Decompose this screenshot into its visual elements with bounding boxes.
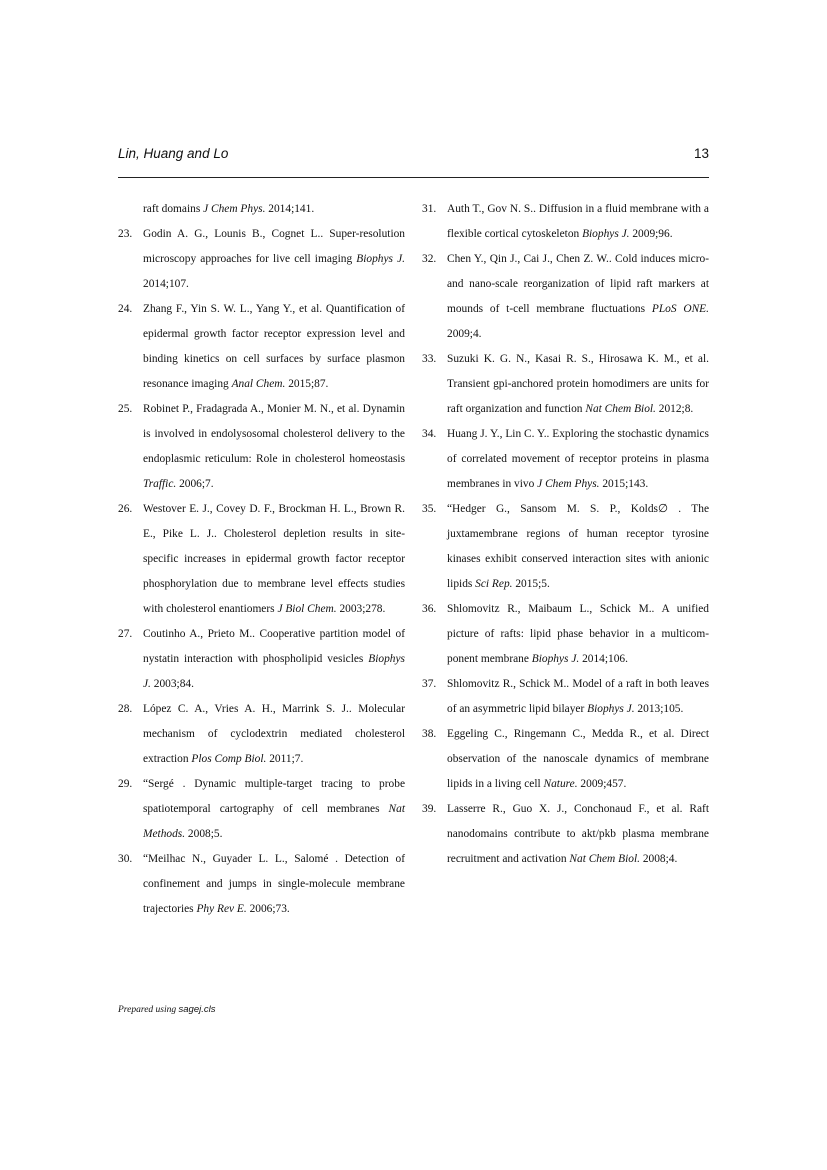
reference-text xyxy=(143,222,405,297)
header-rule xyxy=(118,177,709,178)
reference-item xyxy=(118,497,405,622)
reference-journal: PLoS ONE. xyxy=(651,303,709,315)
reference-journal: Plos Comp Biol. xyxy=(191,753,267,765)
reference-segment: 2009;4. xyxy=(447,328,482,340)
reference-segment: 2003;278. xyxy=(336,603,386,615)
reference-text xyxy=(447,422,709,497)
reference-segment: 2015;5. xyxy=(512,578,550,590)
reference-segment: 2003;84. xyxy=(150,678,194,690)
reference-item xyxy=(118,697,405,772)
reference-text xyxy=(447,197,709,247)
reference-text xyxy=(447,722,709,797)
reference-segment: 2013;105. xyxy=(634,703,684,715)
reference-item xyxy=(118,772,405,847)
reference-segment: Auth T., Gov N. S.. Diffusion in a fluid membrane with a flexible cortical cytoskeleton xyxy=(447,203,709,240)
reference-item xyxy=(118,847,405,922)
reference-item xyxy=(118,222,405,297)
reference-segment: Chen Y., Qin J., Cai J., Chen Z. W.. Cold induces micro- and nano-scale reorganization of lipid raft markers at mounds of t-cell membrane fluctuations xyxy=(447,253,709,315)
footer-note xyxy=(118,1004,215,1015)
reference-number: 31. xyxy=(422,203,437,215)
reference-segment: Shlomovitz R., Schick M.. Model of a raft in both leaves of an asymmetric lipid bilayer xyxy=(447,678,709,715)
reference-segment: “Hedger G., Sansom M. S. P., Kolds∅ . The juxtamembrane regions of human receptor tyrosine kinases exhibit conserved interaction sites with anionic lipids xyxy=(447,503,709,590)
reference-segment: “Meilhac N., Guyader L. L., Salomé . Detection of confinement and jumps in single-molecule membrane trajectories xyxy=(143,853,405,915)
reference-journal: J Chem Phys. xyxy=(203,203,266,215)
reference-number: 29. xyxy=(118,778,133,790)
reference-segment: 2006;73. xyxy=(246,903,290,915)
reference-segment: Huang J. Y., Lin C. Y.. Exploring the stochastic dynamics of correlated movement of receptor proteins in plasma membranes in vivo xyxy=(447,428,709,490)
reference-segment: 2009;96. xyxy=(629,228,673,240)
reference-item xyxy=(422,797,709,872)
reference-number: 34. xyxy=(422,428,437,440)
reference-item xyxy=(422,422,709,497)
reference-journal: Anal Chem. xyxy=(231,378,286,390)
reference-segment: Lasserre R., Guo X. J., Conchonaud F., et al. Raft nanodomains contribute to akt/pkb plasma membrane recruitment and activation xyxy=(447,803,709,865)
reference-segment: 2014;141. xyxy=(265,203,315,215)
reference-item xyxy=(118,197,405,222)
reference-item xyxy=(422,247,709,347)
reference-text xyxy=(143,772,405,847)
reference-item xyxy=(422,722,709,797)
reference-text xyxy=(143,847,405,922)
reference-text xyxy=(447,797,709,872)
reference-item xyxy=(422,672,709,722)
reference-item xyxy=(422,197,709,247)
reference-item xyxy=(118,297,405,397)
reference-number: 38. xyxy=(422,728,437,740)
reference-item xyxy=(118,397,405,497)
reference-segment: 2008;5. xyxy=(185,828,223,840)
reference-number: 35. xyxy=(422,503,437,515)
reference-number: 33. xyxy=(422,353,437,365)
reference-text xyxy=(143,197,405,222)
reference-journal: Biophys J. xyxy=(531,653,580,665)
reference-text xyxy=(143,297,405,397)
reference-number: 32. xyxy=(422,253,437,265)
running-header xyxy=(118,146,709,166)
reference-journal: Nat Chem Biol. xyxy=(585,403,656,415)
reference-segment: raft domains xyxy=(143,203,204,215)
reference-segment: 2012;8. xyxy=(655,403,694,415)
reference-item xyxy=(422,347,709,422)
reference-segment: Westover E. J., Covey D. F., Brockman H. L., Brown R. E., Pike L. J.. Cholesterol depletion results in site-specific increases in epidermal growth factor receptor phosphorylation due to membrane level effects studies with cholesterol enantiomers xyxy=(143,503,405,615)
reference-number: 30. xyxy=(118,853,133,865)
reference-item xyxy=(422,597,709,672)
reference-segment: Robinet P., Fradagrada A., Monier M. N., et al. Dynamin is involved in endolysosomal cholesterol delivery to the endoplasmic reticulum: Role in cholesterol homeostasis xyxy=(143,403,405,465)
reference-number: 28. xyxy=(118,703,133,715)
reference-text xyxy=(447,672,709,722)
reference-journal: Traffic. xyxy=(143,478,177,490)
reference-number: 39. xyxy=(422,803,437,815)
reference-segment: Godin A. G., Lounis B., Cognet L.. Super-resolution microscopy approaches for live cell imaging xyxy=(143,228,405,265)
reference-journal: Biophys J. xyxy=(356,253,406,265)
reference-number: 24. xyxy=(118,303,133,315)
footer-prefix: Prepared using xyxy=(118,1005,179,1015)
reference-segment: Suzuki K. G. N., Kasai R. S., Hirosawa K. M., et al. Transient gpi-anchored protein homodimers are units for raft organization and function xyxy=(447,353,709,415)
reference-journal: Biophys J. xyxy=(582,228,630,240)
reference-text xyxy=(447,347,709,422)
reference-segment: 2015;87. xyxy=(285,378,329,390)
reference-segment: Zhang F., Yin S. W. L., Yang Y., et al. Quantification of epidermal growth factor receptor expression level and binding kinetics on cell surfaces by surface plasmon resonance imaging xyxy=(143,303,405,390)
reference-segment: 2015;143. xyxy=(599,478,649,490)
reference-journal: J Chem Phys. xyxy=(537,478,600,490)
reference-journal: Nat Chem Biol. xyxy=(569,853,640,865)
footer-class-file: sagej.cls xyxy=(178,1004,216,1015)
reference-segment: “Sergé . Dynamic multiple-target tracing to probe spatiotemporal cartography of cell membranes xyxy=(143,778,405,815)
reference-number: 26. xyxy=(118,503,133,515)
reference-text xyxy=(447,597,709,672)
reference-journal: J Biol Chem. xyxy=(277,603,337,615)
reference-segment: 2009;457. xyxy=(577,778,627,790)
reference-segment: 2014;106. xyxy=(579,653,628,665)
reference-segment: 2011;7. xyxy=(266,753,304,765)
reference-journal: Biophys J. xyxy=(143,653,405,690)
reference-number: 25. xyxy=(118,403,133,415)
reference-segment: Shlomovitz R., Maibaum L., Schick M.. A unified picture of rafts: lipid phase behavior in a multicom-ponent membrane xyxy=(447,603,709,665)
reference-text xyxy=(447,247,709,347)
references-left-column xyxy=(118,197,405,922)
reference-segment: López C. A., Vries A. H., Marrink S. J.. Molecular mechanism of cyclodextrin mediated cholesterol extraction xyxy=(143,703,405,765)
reference-text xyxy=(143,622,405,697)
reference-journal: Nature. xyxy=(543,778,578,790)
reference-segment: Eggeling C., Ringemann C., Medda R., et al. Direct observation of the nanoscale dynamics of membrane lipids in a living cell xyxy=(447,728,709,790)
reference-segment: 2006;7. xyxy=(176,478,214,490)
references-right-column xyxy=(422,197,709,872)
running-header-authors: Lin, Huang and Lo xyxy=(118,146,229,161)
reference-journal: Phy Rev E. xyxy=(196,903,247,915)
reference-segment: Coutinho A., Prieto M.. Cooperative partition model of nystatin interaction with phospholipid vesicles xyxy=(143,628,405,665)
reference-number: 37. xyxy=(422,678,437,690)
reference-item xyxy=(118,622,405,697)
reference-text xyxy=(143,697,405,772)
reference-journal: Sci Rep. xyxy=(475,578,513,590)
reference-text xyxy=(447,497,709,597)
reference-text xyxy=(143,497,405,622)
reference-segment: 2014;107. xyxy=(143,278,189,290)
reference-text xyxy=(143,397,405,497)
reference-item xyxy=(422,497,709,597)
reference-journal: Biophys J. xyxy=(587,703,635,715)
reference-number: 36. xyxy=(422,603,437,615)
reference-number: 27. xyxy=(118,628,133,640)
reference-number: 23. xyxy=(118,228,133,240)
reference-journal: Nat Methods. xyxy=(143,803,405,840)
reference-segment: 2008;4. xyxy=(639,853,678,865)
page-number: 13 xyxy=(693,146,709,161)
